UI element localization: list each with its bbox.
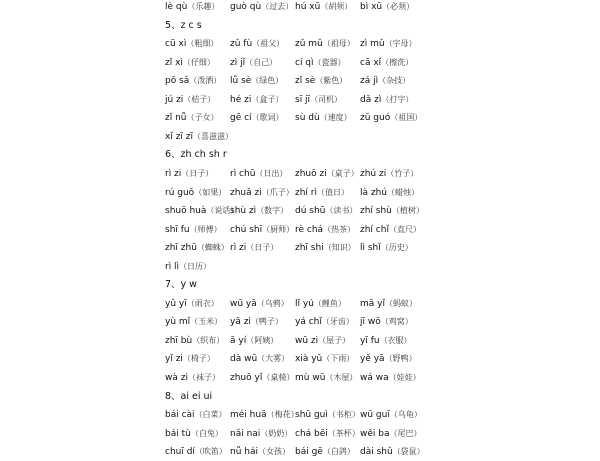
word-entry [165,369,220,387]
pinyin-text: wěi ba [360,428,390,439]
word-entry [230,35,284,53]
word-entry [360,202,424,220]
hanzi-text: （乌龟） [389,410,422,420]
word-entry [230,425,292,443]
word-entry [360,221,421,239]
pinyin-text: cā xǐ [360,57,382,68]
hanzi-text: （大雾） [257,354,290,364]
word-entry [230,406,299,424]
hanzi-text: （祖母） [322,39,355,49]
word-entry [165,350,215,368]
hanzi-text: （茶杯） [327,428,360,438]
pinyin-text: zhú zi [360,168,387,179]
hanzi-text: （袜子） [187,373,220,382]
hanzi-text: （白兔） [190,428,223,438]
word-entry [360,165,418,183]
word-entry [230,332,278,350]
hanzi-text: （胡须） [320,2,353,11]
word-entry [295,369,357,387]
pinyin-text: zhí chǐ [360,224,389,235]
word-entry [165,109,219,127]
hanzi-text: （竹子） [386,168,419,178]
word-entry [360,91,413,109]
word-entry [360,184,419,202]
hanzi-text: （桌子） [326,168,359,178]
hanzi-text: （祖父） [252,39,285,49]
section-heading: 5、z c s [165,19,202,31]
hanzi-text: （吹笛） [194,447,227,457]
pinyin-text: shù zì [230,206,257,217]
pinyin-text: xǐ zī zī [165,131,193,142]
hanzi-text: （歌词） [251,113,284,123]
hanzi-text: （数字） [256,206,289,216]
word-entry [230,202,288,220]
hanzi-text: （历史） [380,243,413,253]
pinyin-text: zhī shi [295,243,324,254]
pinyin-text: yù mǐ [165,317,191,328]
word-entry [295,0,352,16]
pinyin-text: hú xū [295,2,321,12]
word-entry [230,91,283,109]
word-entry [295,295,346,313]
hanzi-text: （杂技） [378,76,411,86]
pinyin-text: cū xì [165,39,187,50]
hanzi-text: （日子） [181,168,214,178]
word-entry [360,425,422,443]
hanzi-text: （过去） [261,2,294,11]
pinyin-text: dà wū [230,354,258,365]
word-entry [230,165,287,183]
pinyin-text: bái tù [165,428,191,439]
pinyin-text: zhí rì [295,187,317,198]
hanzi-text: （白菜） [194,410,227,420]
word-entry [230,369,294,387]
word-entry [165,425,223,443]
word-entry [360,332,412,350]
hanzi-text: （梅花） [266,410,299,420]
word-entry [165,406,227,424]
hanzi-text: （紫色） [315,76,348,86]
word-entry [230,184,294,202]
pinyin-text: zì jǐ [230,57,246,68]
word-entry [360,239,413,257]
hanzi-text: （鲤鱼） [313,298,346,308]
pinyin-text: dú shū [295,206,326,217]
pinyin-text: zǐ sè [295,76,316,87]
hanzi-text: （热茶） [323,224,356,234]
word-entry [295,425,360,443]
hanzi-text: （桌椅） [262,373,295,382]
pinyin-text: yá chǐ [295,317,322,328]
word-entry [295,54,346,72]
pinyin-text: hé zi [230,94,252,105]
word-entry [295,109,352,127]
hanzi-text: （喜滋滋） [193,131,233,141]
word-entry [295,35,355,53]
hanzi-text: （日出） [255,168,288,178]
hanzi-text: （鸡窝） [380,317,413,327]
pinyin-text: nǚ hái [230,447,258,458]
hanzi-text: （爪子） [261,187,294,197]
hanzi-text: （擦洗） [381,57,414,67]
word-entry [165,202,238,220]
hanzi-text: （奶奶） [260,428,293,438]
hanzi-text: （祖国） [390,113,423,123]
pinyin-text: zhī zhū [165,243,197,254]
hanzi-text: （桔子） [183,94,216,104]
pinyin-text: chá bēi [295,428,328,439]
pinyin-text: wū zi [295,335,319,346]
word-entry [295,350,354,368]
pinyin-text: wà zi [165,373,188,383]
word-entry [165,332,224,350]
word-entry [230,72,283,90]
hanzi-text: （速度） [319,113,352,123]
pinyin-text: yā zi [230,317,251,328]
pinyin-text: gē cí [230,113,252,124]
hanzi-text: （自己） [245,57,278,67]
pinyin-text: zǐ nǚ [165,113,187,124]
hanzi-text: （椅子） [182,354,215,364]
word-entry [295,332,350,350]
pinyin-text: shī fu [165,224,190,235]
section-heading: 7、y w [165,279,197,291]
word-entry [230,109,284,127]
hanzi-text: （鸭子） [250,317,283,327]
pinyin-text: cí qì [295,57,314,68]
hanzi-text: （直尺） [388,224,421,234]
word-entry [165,0,219,16]
pinyin-text: yǐ zi [165,354,183,365]
word-entry [230,239,278,257]
pinyin-text: dǎ zì [360,94,382,105]
word-entry [360,406,422,424]
word-entry [165,239,229,257]
hanzi-text: （粗细） [186,39,219,49]
pinyin-text: mǎ yǐ [360,298,385,309]
hanzi-text: （屋子） [318,335,351,345]
word-entry [165,72,221,90]
pinyin-text: jú zi [165,94,184,105]
word-entry [230,0,293,16]
hanzi-text: （字母） [384,39,417,49]
pinyin-text: bái cài [165,410,195,421]
pinyin-text: shuō huà [165,206,207,217]
word-entry [360,109,422,127]
pinyin-text: zǔ guó [360,113,391,124]
hanzi-text: （子女） [186,113,219,123]
hanzi-text: （蜘蛛） [196,243,229,253]
pinyin-text: zhuō yǐ [230,373,263,383]
word-entry [230,313,283,331]
hanzi-text: （玉米） [190,317,223,327]
pinyin-text: lè qù [165,2,188,12]
pinyin-text: là zhú [360,187,388,198]
pinyin-text: chú shī [230,224,263,235]
word-entry [165,91,215,109]
hanzi-text: （读书） [325,206,358,216]
word-entry [230,443,290,461]
word-entry [165,35,218,53]
word-entry [295,91,342,109]
word-entry [165,295,219,313]
word-entry [360,295,417,313]
word-entry [295,313,354,331]
hanzi-text: （雨衣） [186,298,219,308]
word-entry [165,128,233,146]
hanzi-text: （仔细） [182,57,215,67]
pinyin-text: jī wō [360,317,381,328]
pinyin-text: mù wū [295,373,326,383]
word-entry [360,313,413,331]
word-entry [295,239,356,257]
pinyin-text: zǐ xì [165,57,183,68]
pinyin-text: nǎi nai [230,428,261,439]
pinyin-text: yě yā [360,354,385,365]
hanzi-text: （值日） [317,187,349,197]
hanzi-text: （袋鼠） [392,447,425,457]
word-entry [165,443,227,461]
word-entry [165,221,222,239]
word-entry [360,369,421,387]
word-entry [360,350,417,368]
hanzi-text: （瓷器） [313,57,346,67]
hanzi-text: （知识） [323,243,356,253]
word-entry [360,54,413,72]
hanzi-text: （蚂蚁） [384,298,417,308]
word-entry [295,221,355,239]
hanzi-text: （绿色） [251,76,284,86]
pinyin-text: guò qù [230,2,262,12]
word-entry [360,443,425,461]
pinyin-text: bái gē [295,447,323,458]
word-entry [295,72,347,90]
pinyin-text: méi huā [230,410,267,421]
pinyin-text: dài shǔ [360,447,393,458]
hanzi-text: （尾巴） [389,428,422,438]
word-entry [295,202,357,220]
hanzi-text: （盒子） [251,94,284,104]
hanzi-text: （女孩） [258,447,290,457]
pinyin-text: bì xū [360,2,383,12]
word-entry [295,165,359,183]
word-entry [360,35,417,53]
hanzi-text: （阿姨） [246,335,279,345]
pinyin-text: rè chá [295,224,324,235]
pinyin-text: lǜ sè [230,76,252,87]
hanzi-text: （书柜） [327,410,360,420]
pinyin-text: ā yí [230,335,247,346]
hanzi-text: （衣服） [379,335,412,345]
hanzi-text: （日历） [179,261,212,271]
pinyin-text: rú guǒ [165,187,195,198]
pinyin-text: sù dù [295,113,320,124]
pinyin-text: wá wa [360,373,389,383]
pinyin-text: zhí shù [360,206,392,217]
pinyin-text: shū guì [295,410,328,421]
word-entry [295,184,349,202]
word-entry [230,221,294,239]
hanzi-text: （野鸭） [384,354,417,364]
hanzi-text: （蜡烛） [387,187,420,197]
hanzi-text: （下雨） [322,354,355,364]
section-heading: 8、ai ei ui [165,390,213,402]
word-entry [165,313,222,331]
hanzi-text: （白鸽） [322,447,355,457]
pinyin-text: lǐ yú [295,298,314,309]
pinyin-text: zǔ mǔ [295,39,323,50]
hanzi-text: （植树） [391,206,424,216]
hanzi-text: （如果） [194,187,227,197]
word-entry [165,184,226,202]
word-entry [230,295,289,313]
pinyin-text: zhuǎ zi [230,187,262,198]
pinyin-text: zhuō zi [295,168,327,179]
word-entry [360,72,410,90]
pinyin-text: yī fu [360,335,380,346]
word-entry [165,165,213,183]
word-entry [360,0,414,16]
word-entry [165,54,215,72]
pinyin-text: lì shǐ [360,243,381,254]
hanzi-text: （说话） [206,206,239,216]
pinyin-text: rì lì [165,261,180,272]
hanzi-text: （司机） [310,94,343,104]
pinyin-text: zì mǔ [360,39,385,50]
pinyin-text: chuī dí [165,447,195,458]
word-entry [230,350,289,368]
hanzi-text: （乐趣） [187,2,220,11]
hanzi-text: （日子） [246,243,279,253]
hanzi-text: （织布） [192,335,225,345]
pinyin-text: zǔ fù [230,39,253,50]
pinyin-text: wū guī [360,410,390,421]
hanzi-text: （娃娃） [388,373,421,382]
hanzi-text: （打字） [381,94,414,104]
pinyin-text: zá jì [360,76,379,87]
pinyin-text: rì chū [230,168,256,179]
pinyin-text: sī jī [295,94,311,105]
hanzi-text: （牙齿） [321,317,354,327]
hanzi-text: （必须） [382,2,415,11]
word-entry [165,258,211,276]
word-entry [295,406,360,424]
word-entry [295,443,355,461]
hanzi-text: （厨师） [262,224,295,234]
section-heading: 6、zh ch sh r [165,149,227,161]
pinyin-text: wū yā [230,298,257,309]
hanzi-text: （师傅） [189,224,222,234]
word-entry [230,54,277,72]
pinyin-text: xià yǔ [295,354,323,365]
pinyin-text: yǔ yī [165,298,187,309]
hanzi-text: （木屋） [325,373,358,382]
pinyin-text: rì zi [230,243,247,254]
pinyin-text: pō sǎ [165,76,190,87]
pinyin-text: zhī bù [165,335,193,346]
hanzi-text: （泼洒） [189,76,222,86]
pinyin-text: rì zi [165,168,182,179]
hanzi-text: （乌鸦） [256,298,289,308]
